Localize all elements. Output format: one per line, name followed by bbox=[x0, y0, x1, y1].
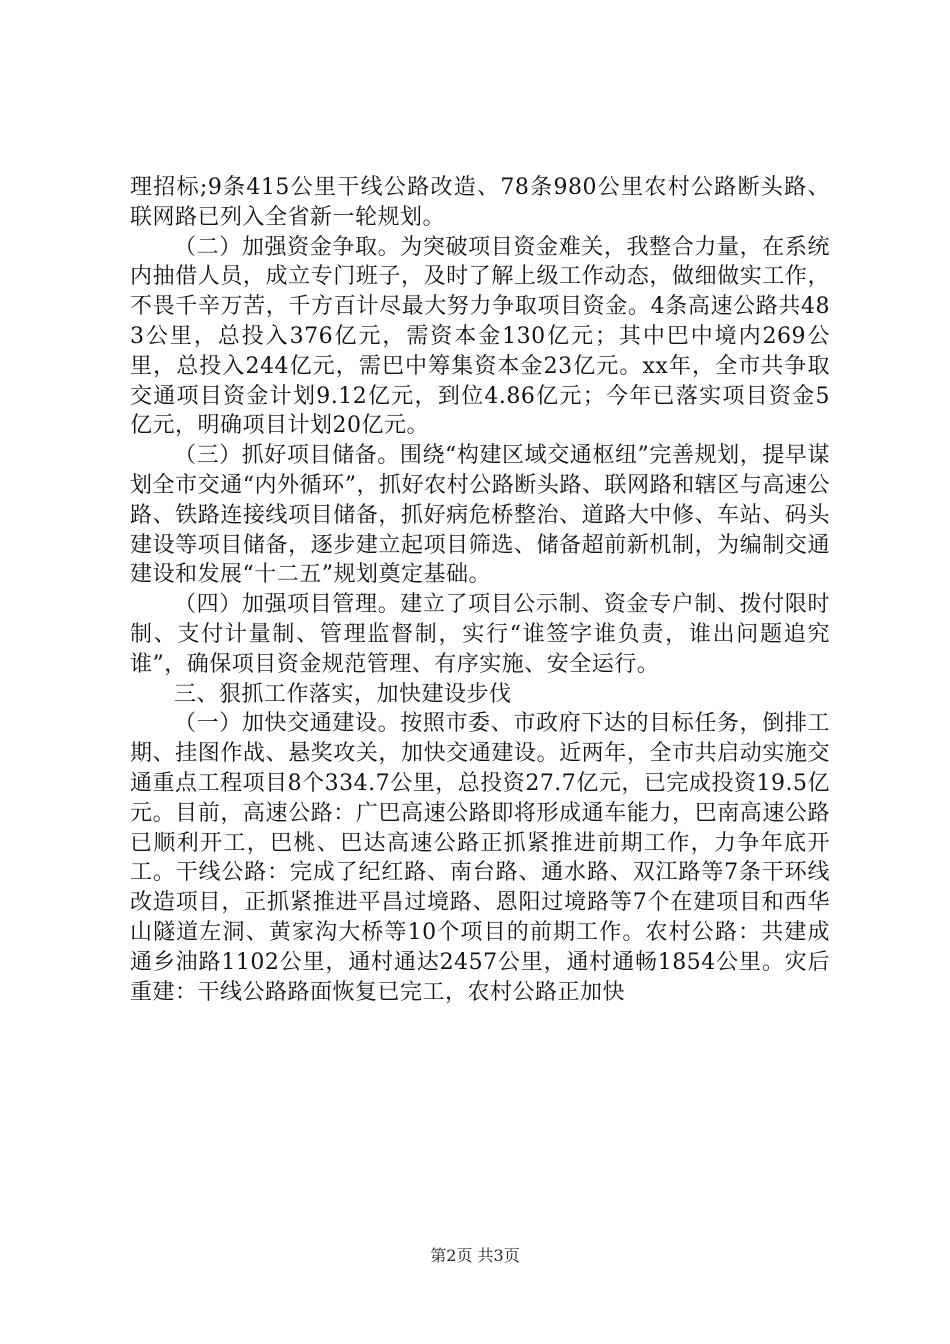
paragraph-1: 理招标;9条415公里干线公路改造、78条980公里农村公路断头路、联网路已列入全省新一轮规划。 bbox=[130, 175, 830, 230]
paragraph-4: （四）加强项目管理。建立了项目公示制、资金专户制、拨付限时制、支付计量制、管理监督制，实行“谁签字谁负责，谁出问题追究谁”，确保项目资金规范管理、有序实施、安全运行。 bbox=[130, 592, 830, 677]
page-footer: 第2页 共3页 bbox=[430, 1246, 520, 1265]
document-body bbox=[130, 173, 830, 1007]
section-heading: 三、狠抓工作落实，加快建设步伐 bbox=[174, 681, 512, 707]
paragraph-2: （二）加强资金争取。为突破项目资金难关，我整合力量，在系统内抽借人员，成立专门班子，及时了解上级工作动态，做细做实工作，不畏千辛万苦，千方百计尽最大努力争取项目资金。4条高速公路共483公里，总投入376亿元，需资本金130亿元；其中巴中境内269公里，总投入244亿元，需巴中筹集资本金23亿元。xx年，全市共争取交通项目资金计划9.12亿元，到位4.86亿元；今年已落实项目资金5亿元，明确项目计划20亿元。 bbox=[130, 234, 830, 439]
paragraph-3: （三）抓好项目储备。围绕“构建区域交通枢纽”完善规划，提早谋划全市交通“内外循环”，抓好农村公路断头路、联网路和辖区与高速公路、铁路连接线项目储备，抓好病危桥整治、道路大中修、车站、码头建设等项目储备，逐步建立起项目筛选、储备超前新机制，为编制交通建设和发展“十二五”规划奠定基础。 bbox=[130, 443, 830, 588]
paragraph-5: （一）加快交通建设。按照市委、市政府下达的目标任务，倒排工期、挂图作战、悬奖攻关，加快交通建设。近两年，全市共启动实施交通重点工程项目8个334.7公里，总投资27.7亿元，已完成投资19.5亿元。目前，高速公路：广巴高速公路即将形成通车能力，巴南高速公路已顺利开工，巴桃、巴达高速公路正抓紧推进前期工作，力争年底开工。干线公路：完成了纪红路、南台路、通水路、双江路等7条干环线改造项目，正抓紧推进平昌过境路、恩阳过境路等7个在建项目和西华山隧道左洞、黄家沟大桥等10个项目的前期工作。农村公路：共建成通乡油路1102公里，通村通达2457公里，通村通畅1854公里。灾后重建：干线公路路面恢复已完工，农村公路正加快 bbox=[130, 711, 830, 1005]
